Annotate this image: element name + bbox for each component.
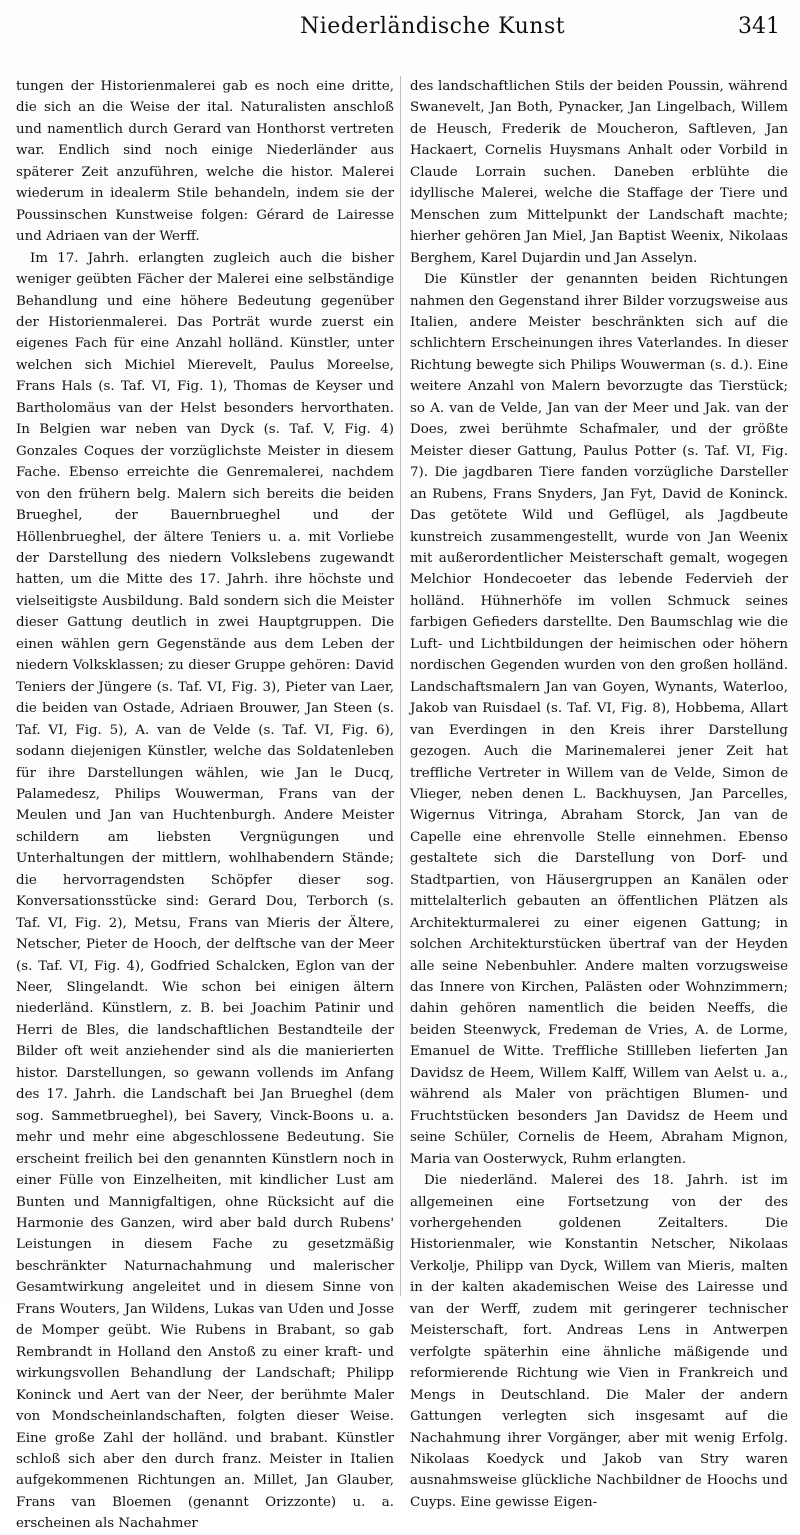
running-title: Niederländische Kunst [300,14,566,39]
left-column [16,76,394,1535]
column-divider [400,76,401,1296]
paragraph-left-2: Im 17. Jahrh. erlangten zugleich auch die bisher weniger geübten Fächer der Malerei eine selbständige Behandlung und eine höhere Bedeutung gegenüber der Historienmalerei. Das Porträt wurde zuerst ein eigenes Fach für eine Anzahl holländ. Künstler, unter welchen sich Michiel Mierevelt, Paulus Moreelse, Frans Hals (s. Taf. VI, Fig. 1), Thomas de Keyser und Bartholomäus van der Helst besonders hervorthaten. In Belgien war neben van Dyck (s. Taf. V, Fig. 4) Gonzales Coques der vorzüglichste Meister in diesem Fache. Ebenso erreichte die Genremalerei, nachdem von den frühern belg. Malern sich bereits die beiden Brueghel, der Bauernbrueghel und der Höllenbrueghel, der ältere Teniers u. a. mit Vorliebe der Darstellung des niedern Volkslebens zugewandt hatten, um die Mitte des 17. Jahrh. ihre höchste und vielseitigste Ausbildung. Bald sondern sich die Meister dieser Gattung deutlich in zwei Hauptgruppen. Die einen wählen gern Gegenstände aus dem Leben der niedern Volksklassen; zu dieser Gruppe gehören: David Teniers der Jüngere (s. Taf. VI, Fig. 3), Pieter van Laer, die beiden van Ostade, Adriaen Brouwer, Jan Steen (s. Taf. VI, Fig. 5), A. van de Velde (s. Taf. VI, Fig. 6), sodann diejenigen Künstler, welche das Soldatenleben für ihre Darstellungen wählen, wie Jan le Ducq, Palamedesz, Philips Wouwerman, Frans van der Meulen und Jan van Huchtenburgh. Andere Meister schildern am liebsten Vergnügungen und Unterhaltungen der mittlern, wohlhabendern Stände; die hervorragendsten Schöpfer dieser sog. Konversationsstücke sind: Gerard Dou, Terborch (s. Taf. VI, Fig. 2), Metsu, Frans van Mieris der Ältere, Netscher, Pieter de Hooch, der delftsche van der Meer (s. Taf. VI, Fig. 4), Godfried Schalcken, Eglon van der Neer, Slingelandt. Wie schon bei einigen ältern niederländ. Künstlern, z. B. bei Joachim Patinir und Herri de Bles, die landschaftlichen Bestandteile der Bilder oft weit anziehender sind als die manierierten histor. Darstellungen, so gewann vollends im Anfang des 17. Jahrh. die Landschaft bei Jan Brueghel (dem sog. Sammetbrueghel), bei Savery, Vinck-Boons u. a. mehr und mehr eine abgeschlossene Bedeutung. Sie erscheint freilich bei den genannten Künstlern noch in einer Fülle von Einzelheiten, mit kindlicher Lust am Bunten und Mannigfaltigen, ohne Rücksicht auf die Harmonie des Ganzen, wird aber bald durch Rubens' Leistungen in diesem Fache zu gesetzmäßig beschränkter Naturnachahmung und malerischer Gesamtwirkung angeleitet und in diesem Sinne von Frans Wouters, Jan Wildens, Lukas van Uden und Josse de Momper geübt. Wie Rubens in Brabant, so gab Rembrandt in Holland den Anstoß zu einer kraft- und wirkungsvollen Behandlung der Landschaft; Philipp Koninck und Aert van der Neer, der berühmte Maler von Mondscheinlandschaften, folgten dieser Weise. Eine große Zahl der holländ. und brabant. Künstler schloß sich aber den durch franz. Meister in Italien aufgekommenen Richtungen an. Millet, Jan Glauber, Frans van Bloemen (genannt Orizzonte) u. a. erscheinen als Nachahmer [16,250,394,1532]
paragraph-right-3: Die niederländ. Malerei des 18. Jahrh. ist im allgemeinen eine Fortsetzung von der des vorhergehenden goldenen Zeitalters. Die Historienmaler, wie Konstantin Netscher, Nikolaas Verkolje, Philipp van Dyck, Willem van Mieris, malten in der kalten akademischen Weise des Lairesse und van der Werff, zudem mit geringerer technischer Meisterschaft, fort. Andreas Lens in Antwerpen verfolgte späterhin eine ähnliche mäßigende und reformierende Richtung wie Vien in Frankreich und Mengs in Deutschland. Die Maler der andern Gattungen verlegten sich insgesamt auf die Nachahmung ihrer Vorgänger, aber mit wenig Erfolg. Nikolaas Koedyck und Jakob van Stry waren ausnahmsweise glückliche Nachbildner de Hoochs und Cuyps. Eine gewisse Eigen- [410,1173,788,1510]
page-number: 341 [738,14,780,39]
paragraph-right-1: des landschaftlichen Stils der beiden Poussin, während Swanevelt, Jan Both, Pynacker, Jan Lingelbach, Willem de Heusch, Frederik de Moucheron, Saftleven, Jan Hackaert, Cornelis Huysmans Anhalt oder Vorbild in Claude Lorrain suchen. Daneben erblühte die idyllische Malerei, welche die Staffage der Tiere und Menschen zum Mittelpunkt der Landschaft machte; hierher gehören Jan Miel, Jan Baptist Weenix, Nikolaas Berghem, Karel Dujardin und Jan Asselyn. [410,79,788,266]
running-head [0,14,800,48]
paragraph-right-2: Die Künstler der genannten beiden Richtungen nahmen den Gegenstand ihrer Bilder vorzugsweise aus Italien, andere Meister beschränkten sich auf die schlichtern Erscheinungen ihres Vaterlandes. In dieser Richtung bewegte sich Philips Wouwerman (s. d.). Eine weitere Anzahl von Malern bevorzugte das Tierstück; so A. van de Velde, Jan van der Meer und Jak. van der Does, zwei berühmte Schafmaler, und der größte Meister dieser Gattung, Paulus Potter (s. Taf. VI, Fig. 7). Die jagdbaren Tiere fanden vorzügliche Darsteller an Rubens, Frans Snyders, Jan Fyt, David de Koninck. Das getötete Wild und Geflügel, als Jagdbeute kunstreich zusammengestellt, wurde von Jan Weenix mit außerordentlicher Meisterschaft gemalt, wogegen Melchior Hondecoeter das lebende Federvieh der holländ. Hühnerhöfe im vollen Schmuck seines farbigen Gefieders darstellte. Den Baumschlag wie die Luft- und Lichtbildungen der heimischen oder höhern nordischen Gegenden wurden von den großen holländ. Landschaftsmalern Jan van Goyen, Wynants, Waterloo, Jakob van Ruisdael (s. Taf. VI, Fig. 8), Hobbema, Allart van Everdingen in den Kreis ihrer Darstellung gezogen. Auch die Marinemalerei jener Zeit hat treffliche Vertreter in Willem van de Velde, Simon de Vlieger, neben denen L. Backhuysen, Jan Parcelles, Wigernus Vitringa, Abraham Storck, Jan van de Capelle eine ehrenvolle Stelle einnehmen. Ebenso gestaltete sich die Darstellung von Dorf- und Stadtpartien, von Häusergruppen an Kanälen oder mittelalterlich gebauten an öffentlichen Plätzen als Architekturmalerei zu einer eigenen Gattung; in solchen Architekturstücken übertraf van der Heyden alle seine Nebenbuhler. Andere malten vorzugsweise das Innere von Kirchen, Palästen oder Wohnzimmern; dahin gehören namentlich die beiden Neeffs, die beiden Steenwyck, Fredeman de Vries, A. de Lorme, Emanuel de Witte. Treffliche Stillleben lieferten Jan Davidsz de Heem, Willem Kalff, Willem van Aelst u. a., während als Maler von prächtigen Blumen- und Fruchtstücken besonders Jan Davidsz de Heem und seine Schüler, Cornelis de Heem, Abraham Mignon, Maria van Oosterwyck, Ruhm erlangten. [410,272,788,1167]
right-column [410,76,788,1513]
paragraph-left-1: tungen der Historienmalerei gab es noch eine dritte, die sich an die Weise der ital. Naturalisten anschloß und namentlich durch Gerard van Honthorst vertreten war. Endlich sind noch einige Niederländer aus späterer Zeit anzuführen, welche die histor. Malerei wiederum in idealerm Stile behandeln, indem sie der Poussinschen Kunstweise folgen: Gérard de Lairesse und Adriaen van der Werff. [16,79,394,245]
